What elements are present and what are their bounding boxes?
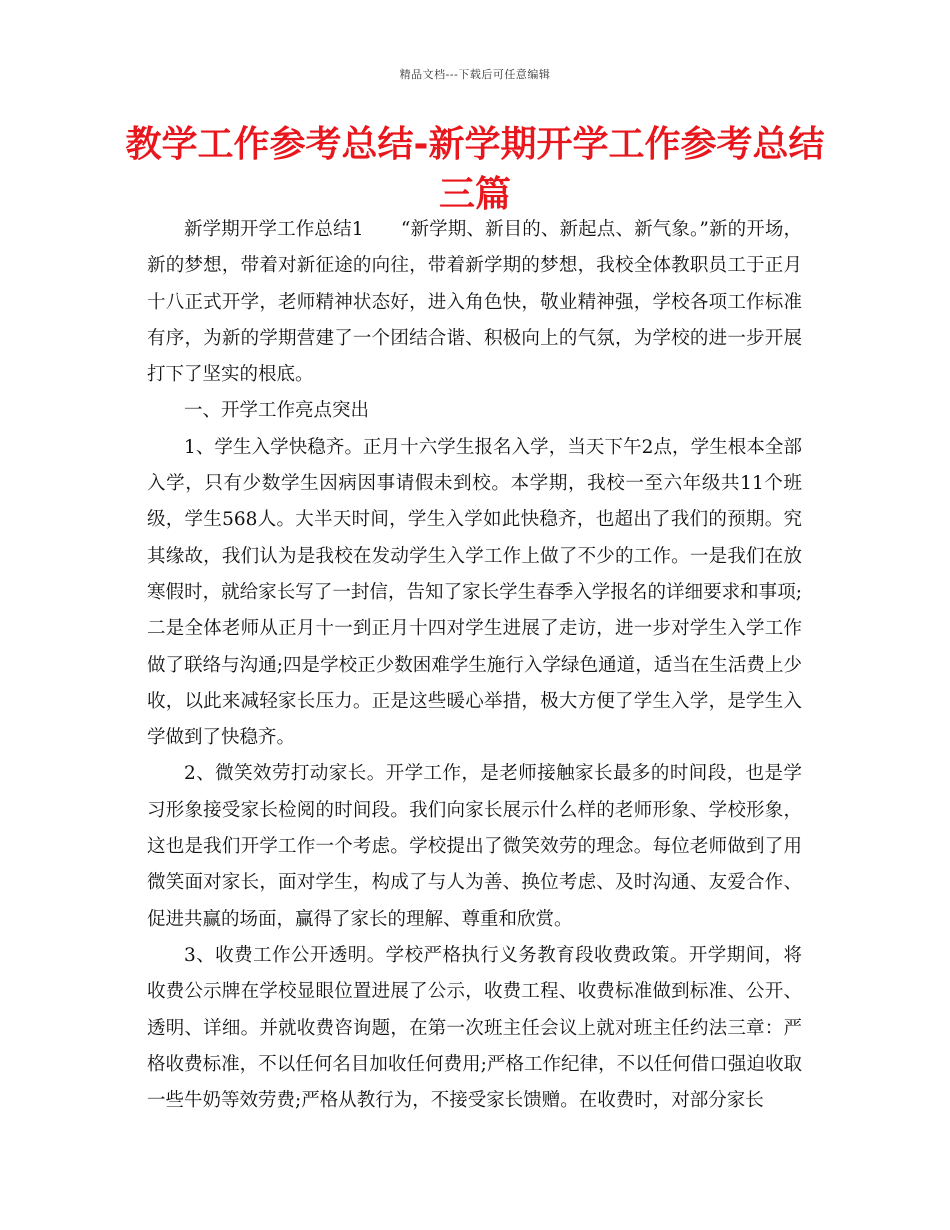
header-note: 精品文档---下载后可任意编辑 bbox=[399, 68, 551, 81]
document-body bbox=[147, 212, 802, 1119]
section-heading: 一、开学工作亮点突出 bbox=[184, 400, 370, 422]
paragraph-point-1: 1、学生入学快稳齐。正月十六学生报名入学，当天下午2点，学生根本全部入学，只有少数学生因病因事请假未到校。本学期，我校一至六年级共11个班级，学生568人。大半天时间，学生入学如此快稳齐，也超出了我们的预期。究其缘故，我们认为是我校在发动学生入学工作上做了不少的工作。一是我们在放寒假时，就给家长写了一封信，告知了家长学生春季入学报名的详细要求和事项;二是全体老师从正月十一到正月十四对学生进展了走访，进一步对学生入学工作做了联络与沟通;四是学校正少数困难学生施行入学绿色通道，适当在生活费上少收，以此来减轻家长压力。正是这些暖心举措，极大方便了学生入学，是学生入学做到了快稳齐。 bbox=[147, 436, 802, 749]
paragraph-intro: 新学期开学工作总结1 “新学期、新目的、新起点、新气象。”新的开场，新的梦想，带着对新征途的向往，带着新学期的梦想，我校全体教职员工于正月十八正式开学，老师精神状态好，进入角色快，敬业精神强，学校各项工作标准有序，为新的学期营建了一个团结合谐、积极向上的气氛，为学校的进一步开展打下了坚实的根底。 bbox=[147, 219, 802, 386]
paragraph-point-2: 2、微笑效劳打动家长。开学工作，是老师接触家长最多的时间段，也是学习形象接受家长检阅的时间段。我们向家长展示什么样的老师形象、学校形象，这也是我们开学工作一个考虑。学校提出了微笑效劳的理念。每位老师做到了用微笑面对家长，面对学生，构成了与人为善、换位考虑、及时沟通、友爱合作、促进共赢的场面，赢得了家长的理解、尊重和欣赏。 bbox=[147, 763, 802, 930]
document-title: 教学工作参考总结-新学期开学工作参考总结三篇 bbox=[125, 124, 825, 215]
paragraph-point-3: 3、收费工作公开透明。学校严格执行义务教育段收费政策。开学期间，将收费公示牌在学校显眼位置进展了公示，收费工程、收费标准做到标准、公开、透明、详细。并就收费咨询题，在第一次班主任会议上就对班主任约法三章：严格收费标准，不以任何名目加收任何费用;严格工作纪律，不以任何借口强迫收取一些牛奶等效劳费;严格从教行为，不接受家长馈赠。在收费时，对部分家长 bbox=[147, 944, 802, 1112]
